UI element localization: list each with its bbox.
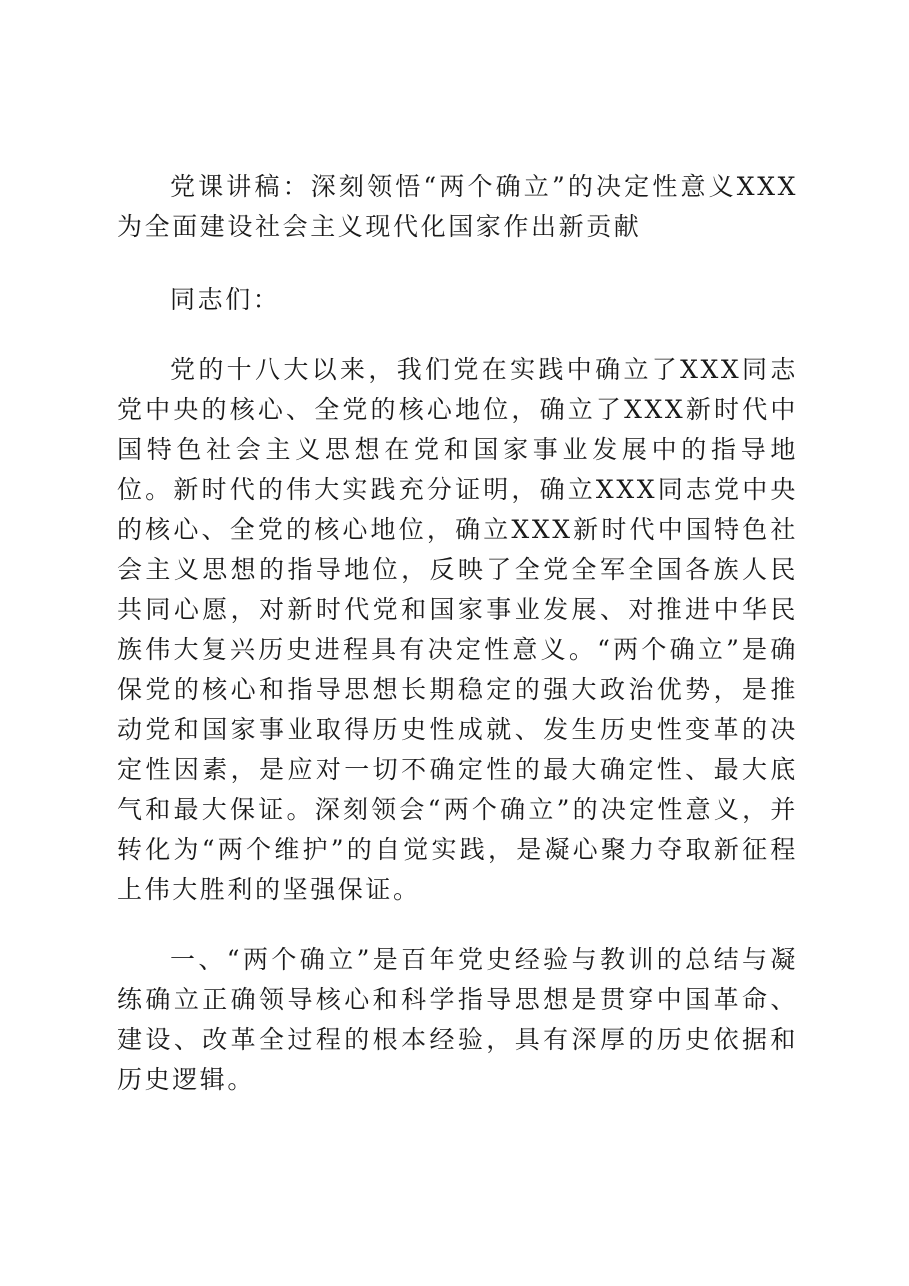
salutation: 同志们： [170,285,281,314]
body-paragraph-section-one: 一、“两个确立”是百年党史经验与教训的总结与凝练确立正确领导核心和科学指导思想是贯穿中国革命、建设、改革全过程的根本经验，具有深厚的历史依据和历史逻辑。 [117,945,798,1094]
document-body [117,167,798,1130]
document-title: 党课讲稿：深刻领悟“两个确立”的决定性意义XXX为全面建设社会主义现代化国家作出新贡献 [117,172,798,241]
body-paragraph-intro: 党的十八大以来，我们党在实践中确立了XXX同志党中央的核心、全党的核心地位，确立了XXX新时代中国特色社会主义思想在党和国家事业发展中的指导地位。新时代的伟大实践充分证明，确立XXX同志党中央的核心、全党的核心地位，确立XXX新时代中国特色社会主义思想的指导地位，反映了全党全军全国各族人民共同心愿，对新时代党和国家事业发展、对推进中华民族伟大复兴历史进程具有决定性意义。“两个确立”是确保党的核心和指导思想长期稳定的强大政治优势，是推动党和国家事业取得历史性成就、发生历史性变革的决定性因素，是应对一切不确定性的最大确定性、最大底气和最大保证。深刻领会“两个确立”的决定性意义，并转化为“两个维护”的自觉实践，是凝心聚力夺取新征程上伟大胜利的坚强保证。 [117,355,798,904]
